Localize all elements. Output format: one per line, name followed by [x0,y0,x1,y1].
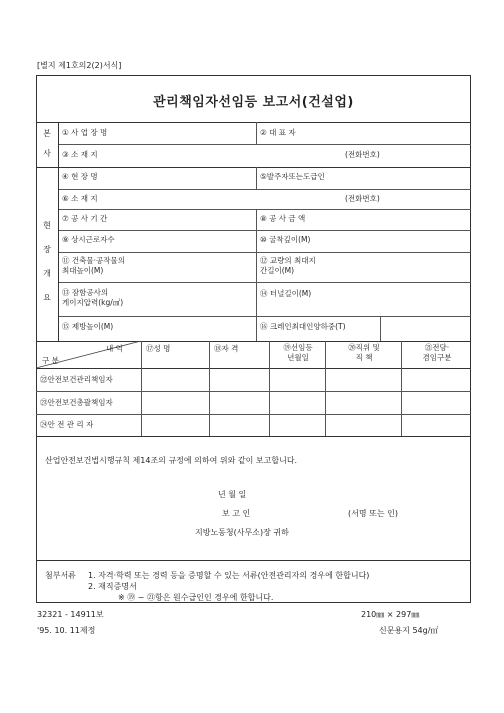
form-reference: [별지 제1호의2(2)서식] [37,61,122,70]
label-amount: ⑧ 공 사 금 액 [260,214,306,223]
label-tunnel-length: ⑭ 터널길이(M) [260,289,312,298]
reporter-label: 보 고 인 [222,509,251,518]
label-main-phone: (전화번호) [345,150,380,159]
attachment-note: ※ ⑲ ~ ㉑항은 원수급인인 경우에 한합니다. [118,593,274,602]
label-site-phone: (전화번호) [345,194,380,203]
footer-date: '95. 10. 11제정 [37,626,96,635]
label-representative: ② 대 표 자 [260,128,296,137]
statement-text: 산업안전보건법시행규칙 제14조의 규정에 의하여 위와 같이 보고합니다. [45,456,298,465]
recipient-line: 지방노동청(사무소)장 귀하 [195,528,289,537]
header-appoint-date: ⑲선임등 년월일 [283,343,313,362]
header-qualification: ⑱자 격 [214,344,239,353]
label-dam-height: ⑮ 제방높이(M) [62,322,114,331]
header-corner-top: 내 역 [106,344,123,353]
attachment-item-2: 2. 재직증명서 [88,582,137,591]
label-main-address: ③ 소 재 지 [62,150,98,159]
main-office-char-2: 사 [43,149,51,158]
form-title: 관리책임자선임등 보고서(건설업) [153,95,354,110]
form-frame [36,75,471,603]
label-crane-load: ⑯ 크레인최대인양하중(T) [260,322,346,331]
row-label-safety-manager: ㉔안 전 관 리 자 [40,420,94,429]
label-site-name: ④ 현 장 명 [62,172,98,181]
label-orderer: ⑤발주자또는도급인 [260,172,325,181]
attachment-item-1: 1. 자격·학력 또는 경력 등을 증명할 수 있는 서류(안전관리자의 경우에 한합니다) [88,571,370,580]
header-position: ⑳직위 및 직 책 [348,343,380,362]
attachments-head: 첨부서류 [45,571,76,580]
date-line: 년 월 일 [218,490,247,499]
header-corner-bottom: 구 분 [42,356,59,365]
section-site-vertical: 현 장 개 요 [43,221,51,302]
footer-paper: 신문용지 54g/㎡ [379,626,439,635]
section-main-label [41,128,53,159]
label-bridge-span: ⑫ 교량의 최대지 간길이(M) [260,256,316,275]
main-office-char-1: 본 [43,129,51,138]
label-excavation: ⑩ 굴착깊이(M) [260,235,311,244]
footer-code: 32321 - 14911보 [37,610,104,619]
label-site-address: ⑥ 소 재 지 [62,194,98,203]
label-workers: ⑨ 상시근로자수 [62,235,115,244]
row-label-safety-health-manager: ㉒안전보건관리책임자 [40,375,113,384]
label-business-name: ① 사 업 장 명 [62,128,108,137]
header-duty-type: ㉑전담· 겸임구분 [422,343,452,362]
label-caisson-pressure: ⑬ 잠함공사의 게이지압력(kg/㎠) [62,288,124,307]
row-label-general-manager: ㉓안전보건총괄책임자 [40,398,113,407]
footer-size: 210㎜ × 297㎜ [361,610,420,619]
label-period: ⑦ 공 사 기 간 [62,214,108,223]
label-building-height: ⑪ 건축물·공작물의 최대높이(M) [62,256,125,275]
signature-label: (서명 또는 인) [348,509,398,518]
header-name: ⑰성 명 [146,344,171,353]
